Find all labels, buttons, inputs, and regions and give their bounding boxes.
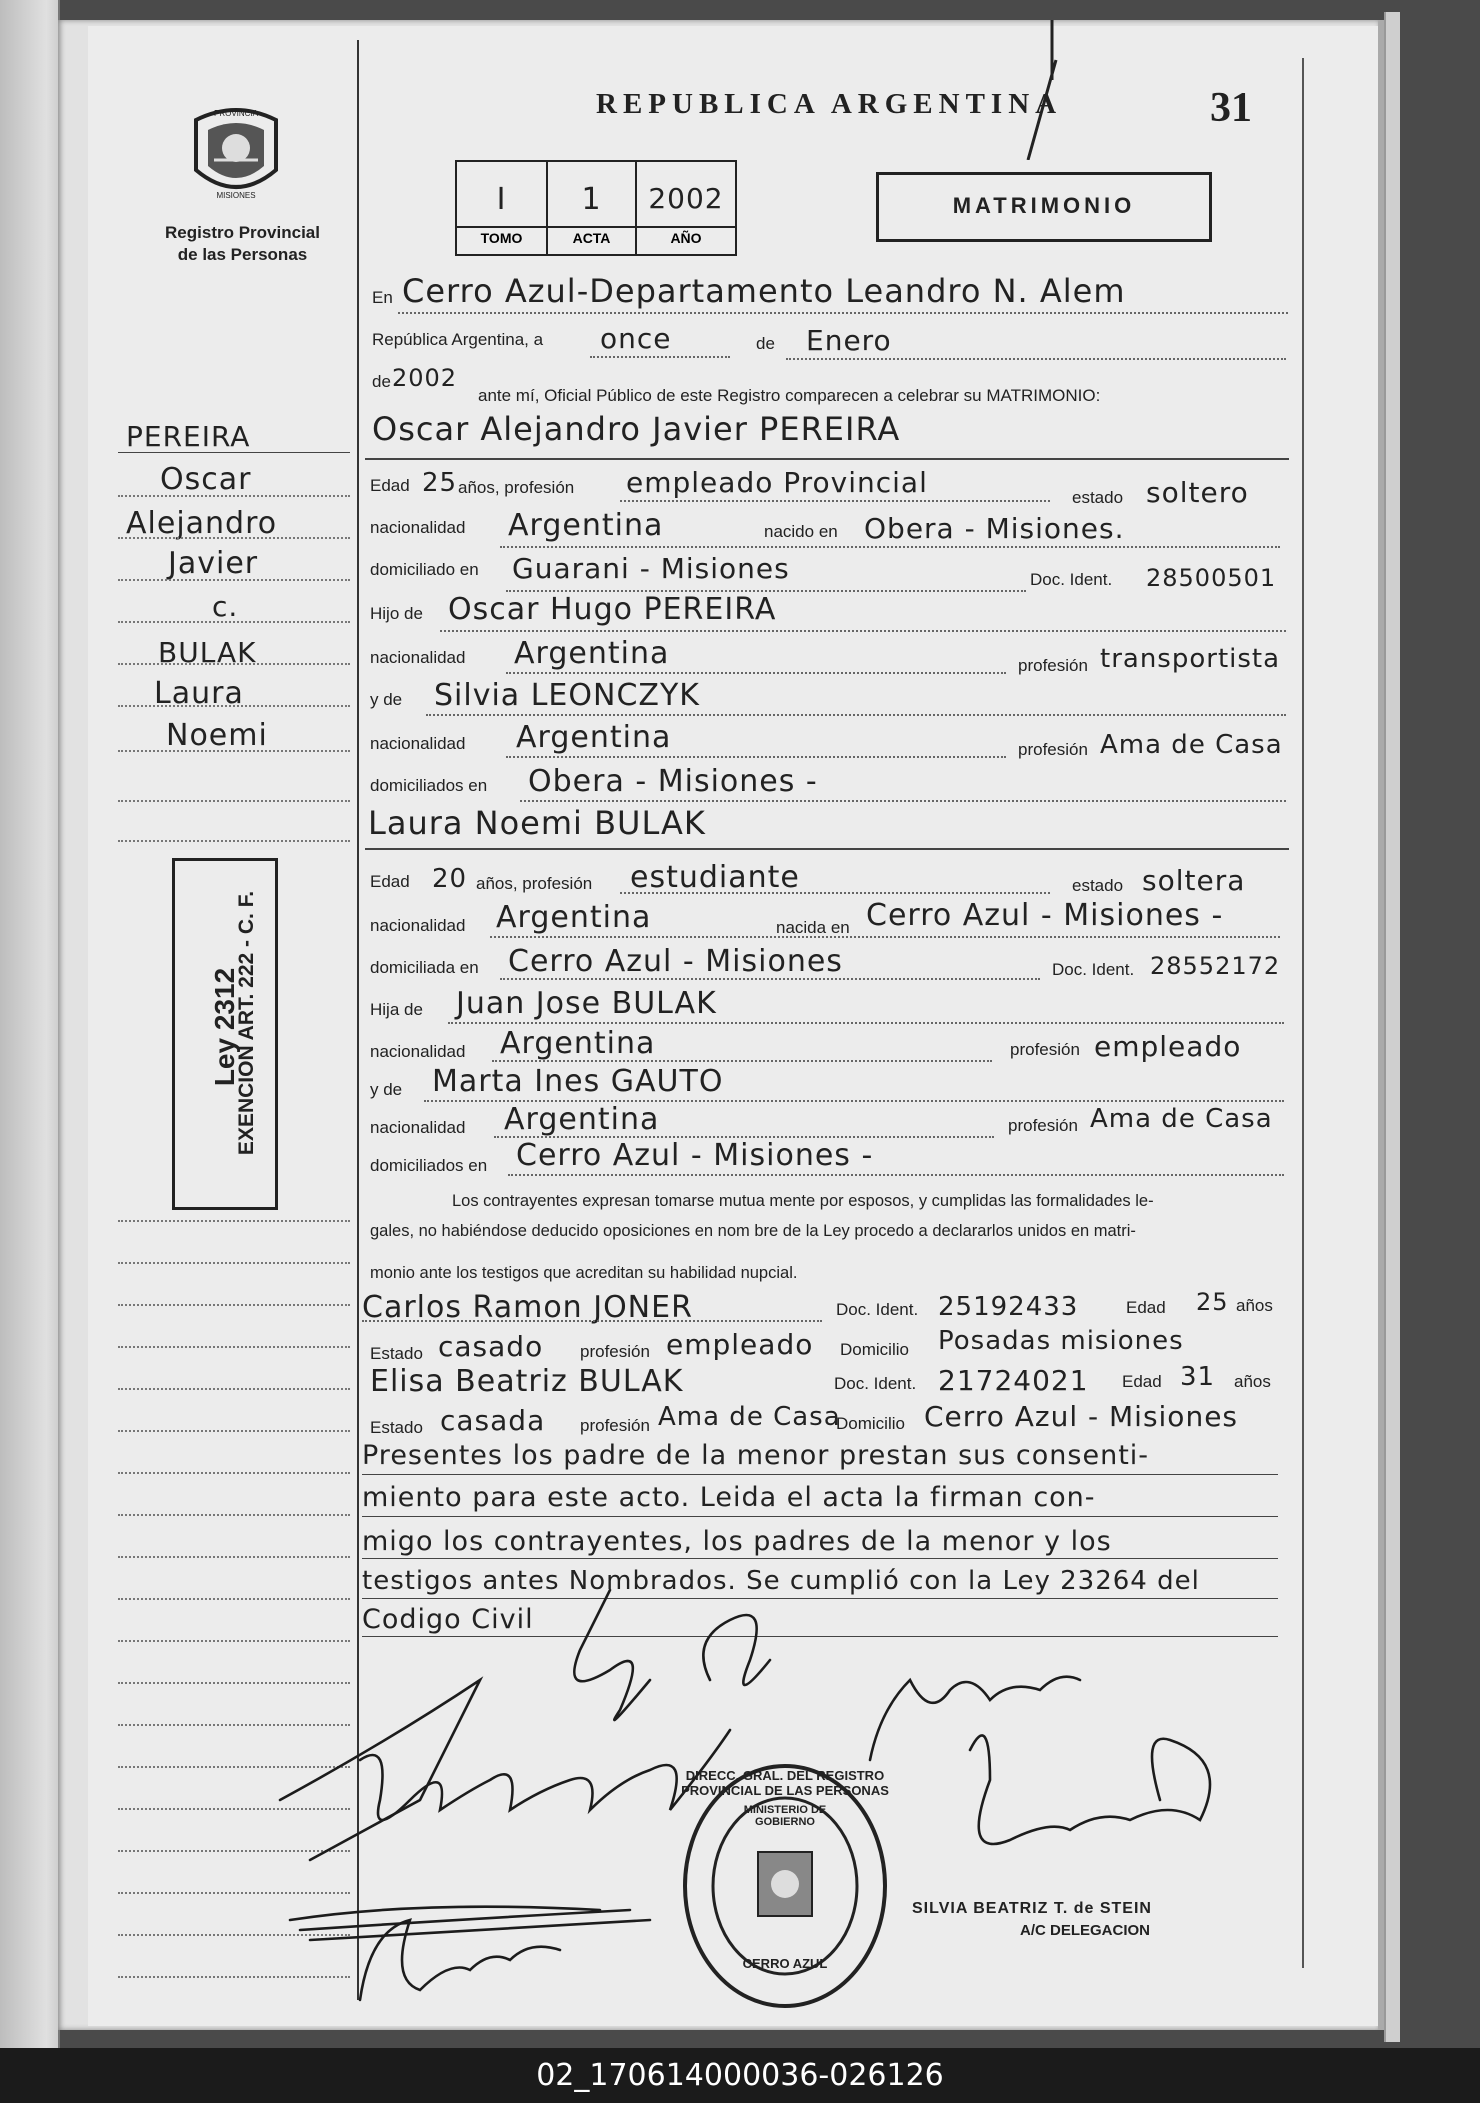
place-value: Cerro Azul-Departamento Leandro N. Alem (402, 272, 1126, 310)
official-role: A/C DELEGACION (1020, 1922, 1151, 1939)
groom-full-name: Oscar Alejandro Javier PEREIRA (372, 410, 901, 448)
mother-signature (870, 1677, 1080, 1760)
file-id-bar (0, 2048, 1480, 2103)
bride-profession: estudiante (630, 860, 800, 895)
witness1-prof-label: profesión (580, 1342, 650, 1361)
year-prefix: de (372, 372, 391, 391)
groom-domicilio: Guarani - Misiones (512, 552, 790, 585)
bride-signature (574, 1590, 650, 1720)
groom-age: 25 (422, 468, 458, 498)
witness2-name: Elisa Beatriz BULAK (370, 1364, 684, 1399)
witness2-dom: Cerro Azul - Misiones (924, 1400, 1239, 1433)
bride-nacida-label: nacida en (776, 918, 850, 937)
bride-parents-dom-label: domiciliados en (370, 1156, 488, 1175)
groom-nacionalidad: Argentina (508, 508, 664, 543)
bride-nac-label: nacionalidad (370, 916, 466, 935)
margin-name-1: Oscar (160, 462, 252, 497)
bride-age: 20 (432, 864, 468, 894)
margin-name-5: BULAK (158, 636, 257, 669)
seal-bottom-text: MISIONES (216, 191, 256, 200)
record-reference-box (455, 160, 737, 256)
left-page-edge (0, 0, 60, 2048)
witness-signature-lines (290, 1907, 650, 1940)
year-value: 2002 (392, 364, 458, 392)
witness2-doc: 21724021 (938, 1364, 1089, 1397)
bride-hija-label: Hija de (370, 1000, 423, 1019)
ano-label: AÑO (670, 230, 702, 246)
bride-doc-label: Doc. Ident. (1052, 960, 1135, 979)
right-margin-line (1302, 58, 1304, 1968)
bride-mother-nac: Argentina (504, 1102, 660, 1137)
margin-name-6: Laura (154, 676, 244, 711)
witness2-estado: casada (440, 1404, 546, 1437)
groom-father-nac: Argentina (514, 636, 670, 671)
seal-top-text: PROVINCIA (213, 109, 259, 118)
acta-value: 1 (581, 182, 602, 217)
record-type-label: MATRIMONIO (952, 193, 1136, 218)
witness2-age: 31 (1180, 1362, 1216, 1392)
margin-name-4: c. (212, 590, 239, 623)
stamp-exemption: EXENCION ART. 222 - C. F. (235, 890, 258, 1156)
witness1-estado-label: Estado (370, 1344, 423, 1363)
official-name: SILVIA BEATRIZ T. de STEIN (912, 1900, 1152, 1917)
bride-dom-label: domiciliada en (370, 958, 479, 977)
en-label: En (372, 288, 393, 307)
bride-estado: soltera (1142, 864, 1246, 897)
groom-yde-label: y de (370, 690, 403, 709)
country-title: REPUBLICA ARGENTINA (596, 88, 1063, 120)
bride-domicilio: Cerro Azul - Misiones (508, 944, 843, 979)
groom-parents-dom: Obera - Misiones - (528, 764, 818, 799)
bride-estado-label: estado (1072, 876, 1124, 895)
groom-hijo-label: Hijo de (370, 604, 423, 623)
official-signature (970, 1735, 1210, 1844)
note-line-4: testigos antes Nombrados. Se cumplió con la Ley 23264 del (362, 1566, 1200, 1596)
groom-mother-prof-label: profesión (1018, 740, 1088, 759)
registry-label-line2: de las Personas (177, 245, 308, 264)
groom-estado-label: estado (1072, 488, 1124, 507)
groom-mother: Silvia LEONCZYK (434, 678, 700, 713)
witness1-anos-label: años (1236, 1296, 1273, 1315)
groom-father-prof: transportista (1100, 644, 1281, 674)
witness1-doc-label: Doc. Ident. (836, 1300, 919, 1319)
witness2-estado-label: Estado (370, 1418, 423, 1437)
groom-anos-profesion-label: años, profesión (458, 478, 575, 497)
bride-doc: 28552172 (1150, 952, 1281, 980)
groom-profession: empleado Provincial (626, 466, 928, 499)
groom-father-prof-label: profesión (1018, 656, 1088, 675)
note-line-5: Codigo Civil (362, 1604, 534, 1635)
right-page-edge (1384, 12, 1400, 2042)
witness1-edad-label: Edad (1126, 1298, 1166, 1317)
groom-nac-label: nacionalidad (370, 518, 466, 537)
bride-anos-profesion-label: años, profesión (476, 874, 593, 893)
registry-label (150, 222, 335, 266)
declaration-line-2: gales, no habiéndose deducido oposiciones en nom bre de la Ley procedo a declararlos unidos en matri- (370, 1222, 1136, 1240)
groom-mother-nac: Argentina (516, 720, 672, 755)
witness1-estado: casado (438, 1330, 544, 1363)
margin-name-2: Alejandro (126, 506, 278, 541)
groom-mother-prof: Ama de Casa (1100, 730, 1283, 760)
de-label: de (756, 334, 775, 353)
groom-estado: soltero (1146, 476, 1249, 509)
registry-label-line1: Registro Provincial (165, 223, 320, 242)
witness1-dom-label: Domicilio (840, 1340, 909, 1359)
note-line-1: Presentes los padre de la menor prestan sus consenti- (362, 1440, 1150, 1471)
bride-father-prof: empleado (1094, 1030, 1242, 1063)
bride-father-nac-label: nacionalidad (370, 1042, 466, 1061)
bride-father-prof-label: profesión (1010, 1040, 1080, 1059)
bride-edad-label: Edad (370, 872, 410, 891)
page-number: 31 (1210, 85, 1252, 131)
groom-mother-nac-label: nacionalidad (370, 734, 466, 753)
witness2-anos-label: años (1234, 1372, 1271, 1391)
groom-nacido-label: nacido en (764, 522, 838, 541)
note-line-2: miento para este acto. Leida el acta la firman con- (362, 1482, 1096, 1513)
witness1-doc: 25192433 (938, 1292, 1079, 1322)
groom-doc-label: Doc. Ident. (1030, 570, 1113, 589)
groom-father-nac-label: nacionalidad (370, 648, 466, 667)
margin-name-3: Javier (168, 546, 259, 581)
groom-doc: 28500501 (1146, 564, 1277, 592)
witness1-dom: Posadas misiones (938, 1326, 1184, 1356)
pen-stroke-mark (1008, 20, 1068, 160)
provincial-coat-of-arms-icon (186, 100, 286, 204)
bride-parents-dom: Cerro Azul - Misiones - (516, 1138, 874, 1173)
bride-mother-prof-label: profesión (1008, 1116, 1078, 1135)
witness2-dom-label: Domicilio (836, 1414, 905, 1433)
ano-value: 2002 (648, 182, 724, 215)
tomo-label: TOMO (480, 230, 523, 246)
day-value: once (600, 322, 672, 355)
tomo-value: I (496, 182, 507, 217)
stamp-law: Ley 2312 (209, 967, 240, 1087)
bride-mother-prof: Ama de Casa (1090, 1104, 1273, 1134)
seal-inner-text: MINISTERIO DE GOBIERNO (743, 1804, 827, 1828)
groom-father: Oscar Hugo PEREIRA (448, 592, 777, 627)
father-signature (360, 1730, 730, 1820)
bride-father-nac: Argentina (500, 1026, 656, 1061)
bride-mother-nac-label: nacionalidad (370, 1118, 466, 1137)
bride-birthplace: Cerro Azul - Misiones - (866, 898, 1224, 933)
record-type-box (876, 172, 1212, 242)
declaration-line-3: monio ante los testigos que acreditan su habilidad nupcial. (370, 1264, 798, 1282)
exemption-stamp (172, 858, 278, 1210)
bride-father: Juan Jose BULAK (456, 986, 717, 1021)
bride-mother: Marta Ines GAUTO (432, 1064, 724, 1099)
seal-bottom-place: CERRO AZUL (742, 1956, 828, 1971)
margin-name-7: Noemi (166, 718, 268, 753)
declaration-line-1: Los contrayentes expresan tomarse mutua mente por esposos, y cumplidas las formalidades le- (452, 1192, 1154, 1210)
acta-label: ACTA (572, 230, 611, 246)
witness1-name: Carlos Ramon JONER (362, 1290, 693, 1325)
groom-dom-label: domiciliado en (370, 560, 479, 579)
bride-nacionalidad: Argentina (496, 900, 652, 935)
file-id: 02_170614000036-026126 (536, 2058, 944, 2093)
seal-ring-text: DIRECC. GRAL. DEL REGISTRO PROVINCIAL DE LAS PERSONAS (681, 1768, 889, 1798)
witness1-age: 25 (1196, 1288, 1229, 1316)
witness2-edad-label: Edad (1122, 1372, 1162, 1391)
note-line-3: migo los contrayentes, los padres de la menor y los (362, 1526, 1112, 1557)
groom-birthplace: Obera - Misiones. (864, 512, 1125, 545)
witness1-prof: empleado (666, 1328, 814, 1361)
groom-edad-label: Edad (370, 476, 410, 495)
witness2-prof: Ama de Casa (658, 1402, 841, 1432)
official-seal (680, 1760, 890, 2012)
bride-yde-label: y de (370, 1080, 403, 1099)
groom-parents-dom-label: domiciliados en (370, 776, 488, 795)
groom-signature (280, 1680, 480, 1860)
witness2-prof-label: profesión (580, 1416, 650, 1435)
republic-label: República Argentina, a (372, 330, 544, 349)
month-value: Enero (806, 324, 892, 357)
bride-full-name: Laura Noemi BULAK (368, 804, 706, 842)
witness2-doc-label: Doc. Ident. (834, 1374, 917, 1393)
margin-surname: PEREIRA (126, 420, 251, 453)
intro-statement: ante mí, Oficial Público de este Registro comparecen a celebrar su MATRIMONIO: (478, 386, 1101, 405)
